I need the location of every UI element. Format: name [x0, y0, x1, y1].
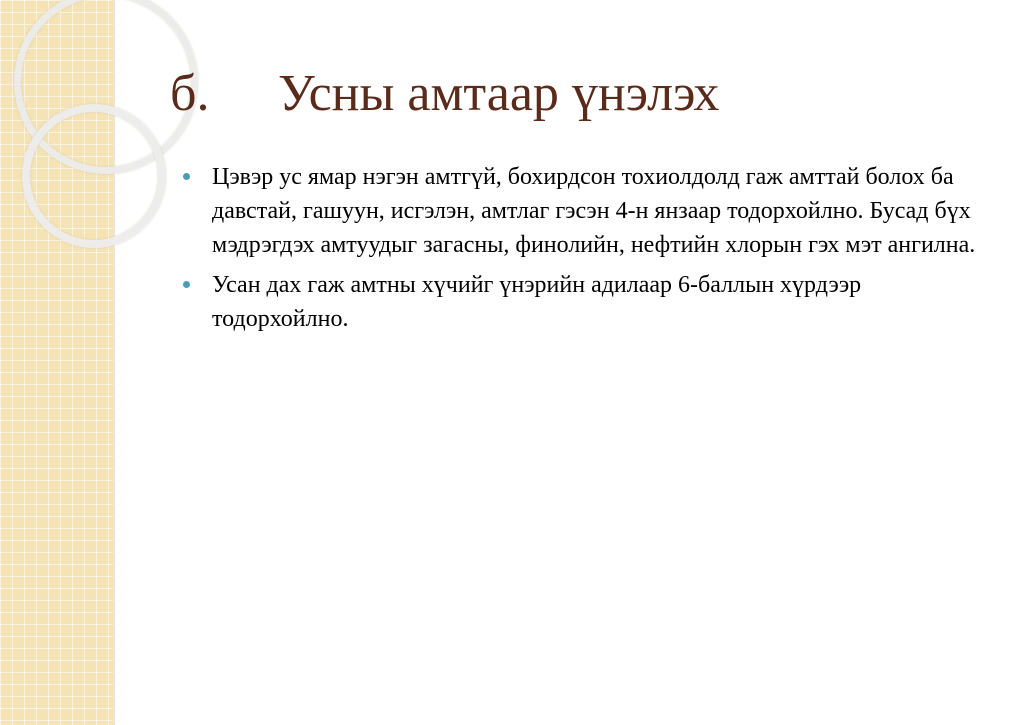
title-number: б.	[170, 65, 210, 122]
bullet-dot-icon	[183, 173, 190, 180]
decorative-ring-lower	[22, 104, 166, 248]
bullet-list	[183, 160, 1003, 342]
bullet-dot-icon	[183, 281, 190, 288]
bullet-item	[183, 160, 1003, 262]
title-text: Усны амтаар үнэлэх	[278, 65, 720, 122]
slide-title	[170, 62, 719, 126]
bullet-text: Усан дах гаж амтны хүчийг үнэрийн адилаар 6-баллын хүрдээр тодорхойлно.	[212, 272, 862, 332]
bullet-item	[183, 268, 1003, 336]
bullet-text: Цэвэр ус ямар нэгэн амтгүй, бохирдсон тохиолдолд гаж амттай болох ба давстай, гашуун, исгэлэн, амтлаг гэсэн 4-н янзаар тодорхойлно. Бусад бүх мэдрэгдэх амтуудыг загасны, финолийн, нефтийн хлорын гэх мэт ангилна.	[212, 164, 976, 258]
